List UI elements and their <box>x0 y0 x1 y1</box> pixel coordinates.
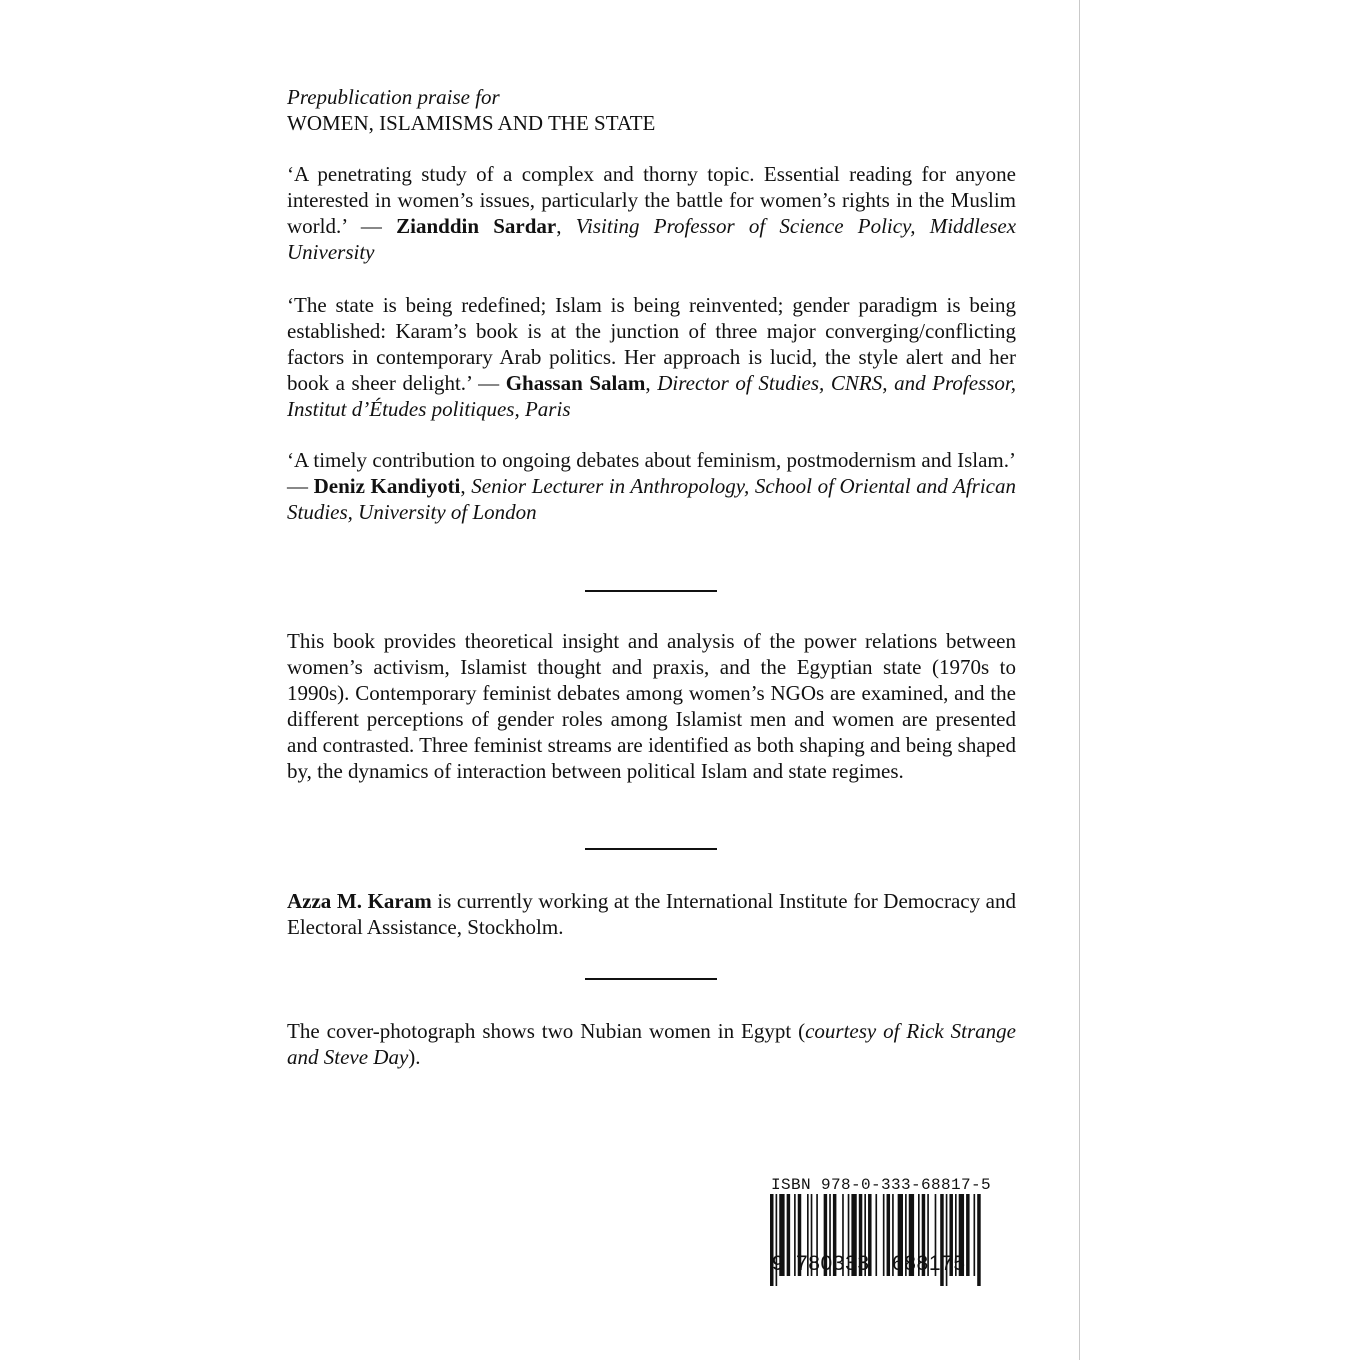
quote-text: ‘The state is being redefined; Islam is being reinvented; gender paradigm is being established: Karam’s book is at the junction of three major converging/conflicting factors in contemporary Arab politics. Her approach is lucid, the style alert and her book a sheer delight.’ — <box>287 293 1016 395</box>
section-divider <box>585 978 717 980</box>
barcode-digit-group-1: 780333 <box>796 1252 870 1275</box>
quote-affiliation: Senior Lecturer in Anthropology, School of Oriental and African Studies, University of London <box>287 474 1017 524</box>
barcode-bar <box>887 1194 891 1276</box>
quote-author: Zianddin Sardar <box>396 214 557 238</box>
quote-text: ‘A timely contribution to ongoing debates about feminism, postmodernism and Islam.’ — <box>287 448 1016 498</box>
cover-note-text: The cover-photograph shows two Nubian women in Egypt ( <box>287 1019 806 1043</box>
quote-text: ‘A penetrating study of a complex and thorny topic. Essential reading for anyone interested in women’s issues, particularly the battle for women’s rights in the Muslim world.’ — <box>287 162 1016 238</box>
book-description: This book provides theoretical insight and analysis of the power relations between women’s activism, Islamist thought and praxis, and the Egyptian state (1970s to 1990s). Contemporary feminist debates among women’s NGOs are examined, and the different perceptions of gender roles among Islamist men and women are presented and contrasted. Three feminist streams are identified as both shaping and being shaped by, the dynamics of interaction between political Islam and state regimes. <box>287 629 1016 783</box>
cover-photo-credit: courtesy of Rick Strange and Steve Day <box>287 1019 1016 1069</box>
barcode-bar <box>883 1194 885 1276</box>
praise-quote-2: ‘The state is being redefined; Islam is being reinvented; gender paradigm is being established: Karam’s book is at the junction of three major converging/conflicting factors in contemporary Arab politics. Her approach is lucid, the style alert and her book a sheer delight.’ — Ghassan Salam, Director of Studies, CNRS, and Professor, Institut d’Études politiques, Paris <box>287 293 1017 421</box>
barcode-digit-group-2: 688175 <box>892 1252 966 1275</box>
author-bio <box>287 888 1016 940</box>
barcode-bar <box>787 1194 791 1276</box>
quote-affiliation: Director of Studies, CNRS, and Professor, Institut d’Études politiques, Paris <box>287 371 1017 421</box>
quote-affiliation: Visiting Professor of Science Policy, Middlesex University <box>287 214 1017 264</box>
author-name: Azza M. Karam <box>287 889 432 913</box>
cover-note-end: ). <box>408 1045 421 1069</box>
praise-header <box>287 84 1016 136</box>
book-title: WOMEN, ISLAMISMS AND THE STATE <box>287 111 656 135</box>
barcode-bar <box>974 1194 976 1276</box>
quote-author: Deniz Kandiyoti <box>313 474 461 498</box>
praise-kicker: Prepublication praise for <box>287 85 500 109</box>
quote-author: Ghassan Salam <box>505 371 646 395</box>
praise-quote-1: ‘A penetrating study of a complex and thorny topic. Essential reading for anyone interested in women’s issues, particularly the battle for women’s rights in the Muslim world.’ — Zianddin Sardar, Visiting Professor of Science Policy, Middlesex University <box>287 162 1017 264</box>
section-divider <box>585 590 717 592</box>
praise-quote-3: ‘A timely contribution to ongoing debates about feminism, postmodernism and Islam.’ — Deniz Kandiyoti, Senior Lecturer in Anthropology, School of Oriental and African Studies, University of London <box>287 448 1017 524</box>
barcode-bar <box>875 1194 877 1276</box>
author-bio-text: is currently working at the International Institute for Democracy and Electoral Assistance, Stockholm. <box>287 889 1016 939</box>
cover-photo-note <box>287 1018 1016 1070</box>
barcode-bar <box>977 1194 981 1286</box>
isbn-label: ISBN 978-0-333-68817-5 <box>771 1176 992 1194</box>
barcode-first-digit: 9 <box>772 1252 785 1275</box>
barcode-bar <box>966 1194 970 1276</box>
spine-fold-line <box>1079 0 1080 1360</box>
section-divider <box>585 848 717 850</box>
